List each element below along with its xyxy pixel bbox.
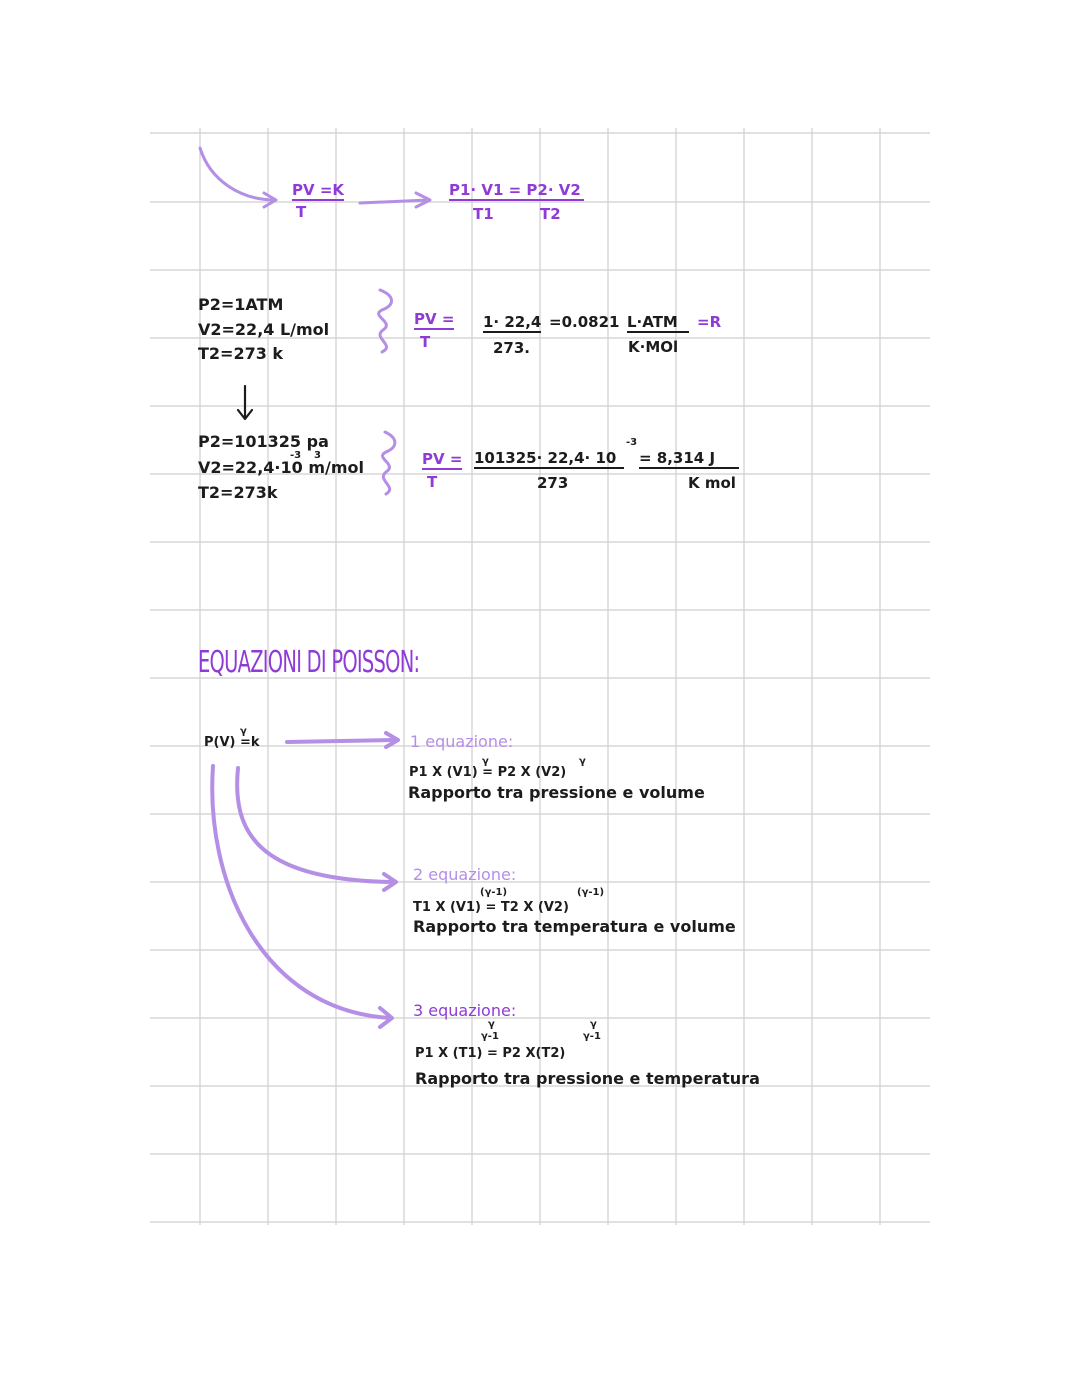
block2-volume: V2=22,4·10 m/mol <box>198 458 364 477</box>
eq1-label: 1 equazione: <box>410 732 514 751</box>
block1-unit-numerator: L·ATM <box>627 315 689 333</box>
block2-calc-numerator: 101325· 22,4· 10 <box>474 451 624 469</box>
eq1-description: Rapporto tra pressione e volume <box>408 783 705 802</box>
block1-calc-result: =0.0821 <box>549 313 620 331</box>
section-title: EQUAZIONI DI POISSON: <box>198 645 420 680</box>
eq3-exp-den-right: γ-1 <box>583 1031 601 1042</box>
block1-volume: V2=22,4 L/mol <box>198 320 330 339</box>
arrow-eq1 <box>287 740 392 742</box>
eq3-formula: P1 X (T1) = P2 X(T2) <box>415 1046 566 1061</box>
eq3-exp-den-left: γ-1 <box>481 1031 499 1042</box>
eq3-description: Rapporto tra pressione e temperatura <box>415 1069 760 1088</box>
gas-constant-label: =R <box>697 313 722 331</box>
block2-unit-denominator: K mol <box>688 474 736 492</box>
eq2-description: Rapporto tra temperatura e volume <box>413 917 736 936</box>
block2-pv-numerator: PV = <box>422 450 463 468</box>
arrow-eq2 <box>237 768 392 882</box>
pv-over-t-denominator: T <box>296 203 307 221</box>
block1-temperature: T2=273 k <box>198 344 284 363</box>
poisson-base-gamma: γ <box>240 726 247 737</box>
block2-calc-denominator: 273 <box>537 474 569 492</box>
block2-pv-denominator: T <box>427 473 438 491</box>
block2-temperature: T2=273k <box>198 483 278 502</box>
block1-calc-numerator: 1· 22,4 <box>483 313 542 331</box>
block2-calc-result: = 8,314 J <box>639 451 739 469</box>
eq3-label: 3 equazione: <box>413 1001 517 1020</box>
combined-gas-law: P1· V1 = P2· V2 <box>449 183 584 201</box>
block2-pressure: P2=101325 pa <box>198 432 329 451</box>
block1-pv-denominator: T <box>420 333 431 351</box>
block2-volume-exponent: -3 <box>290 450 302 461</box>
eq1-gamma-left: γ <box>482 756 489 767</box>
combined-gas-law-t1: T1 <box>473 205 494 223</box>
block1-unit-denominator: K·MOl <box>628 338 679 356</box>
eq2-exponent-left: (γ-1) <box>480 887 508 898</box>
eq2-exponent-right: (γ-1) <box>577 887 605 898</box>
block2-volume-cube: 3 <box>314 450 321 461</box>
eq3-exp-num-right: γ <box>590 1019 597 1030</box>
eq1-formula: P1 X (V1) = P2 X (V2) <box>409 765 567 780</box>
combined-gas-law-t2: T2 <box>540 205 561 223</box>
block1-pv-numerator: PV = <box>414 310 455 328</box>
block1-pressure: P2=1ATM <box>198 295 284 314</box>
block1-calc-denominator: 273. <box>493 339 531 357</box>
block2-calc-exponent: -3 <box>626 437 638 448</box>
wavy-brace-1 <box>379 290 392 352</box>
eq2-label: 2 equazione: <box>413 865 517 884</box>
pv-over-t-numerator: PV =K <box>292 181 345 199</box>
poisson-base-formula: P(V) =k <box>204 735 260 750</box>
eq3-exp-num-left: γ <box>488 1019 495 1030</box>
eq2-formula: T1 X (V1) = T2 X (V2) <box>413 900 569 915</box>
down-arrow-icon <box>238 386 252 419</box>
wavy-brace-2 <box>383 432 395 494</box>
eq1-gamma-right: γ <box>579 756 586 767</box>
